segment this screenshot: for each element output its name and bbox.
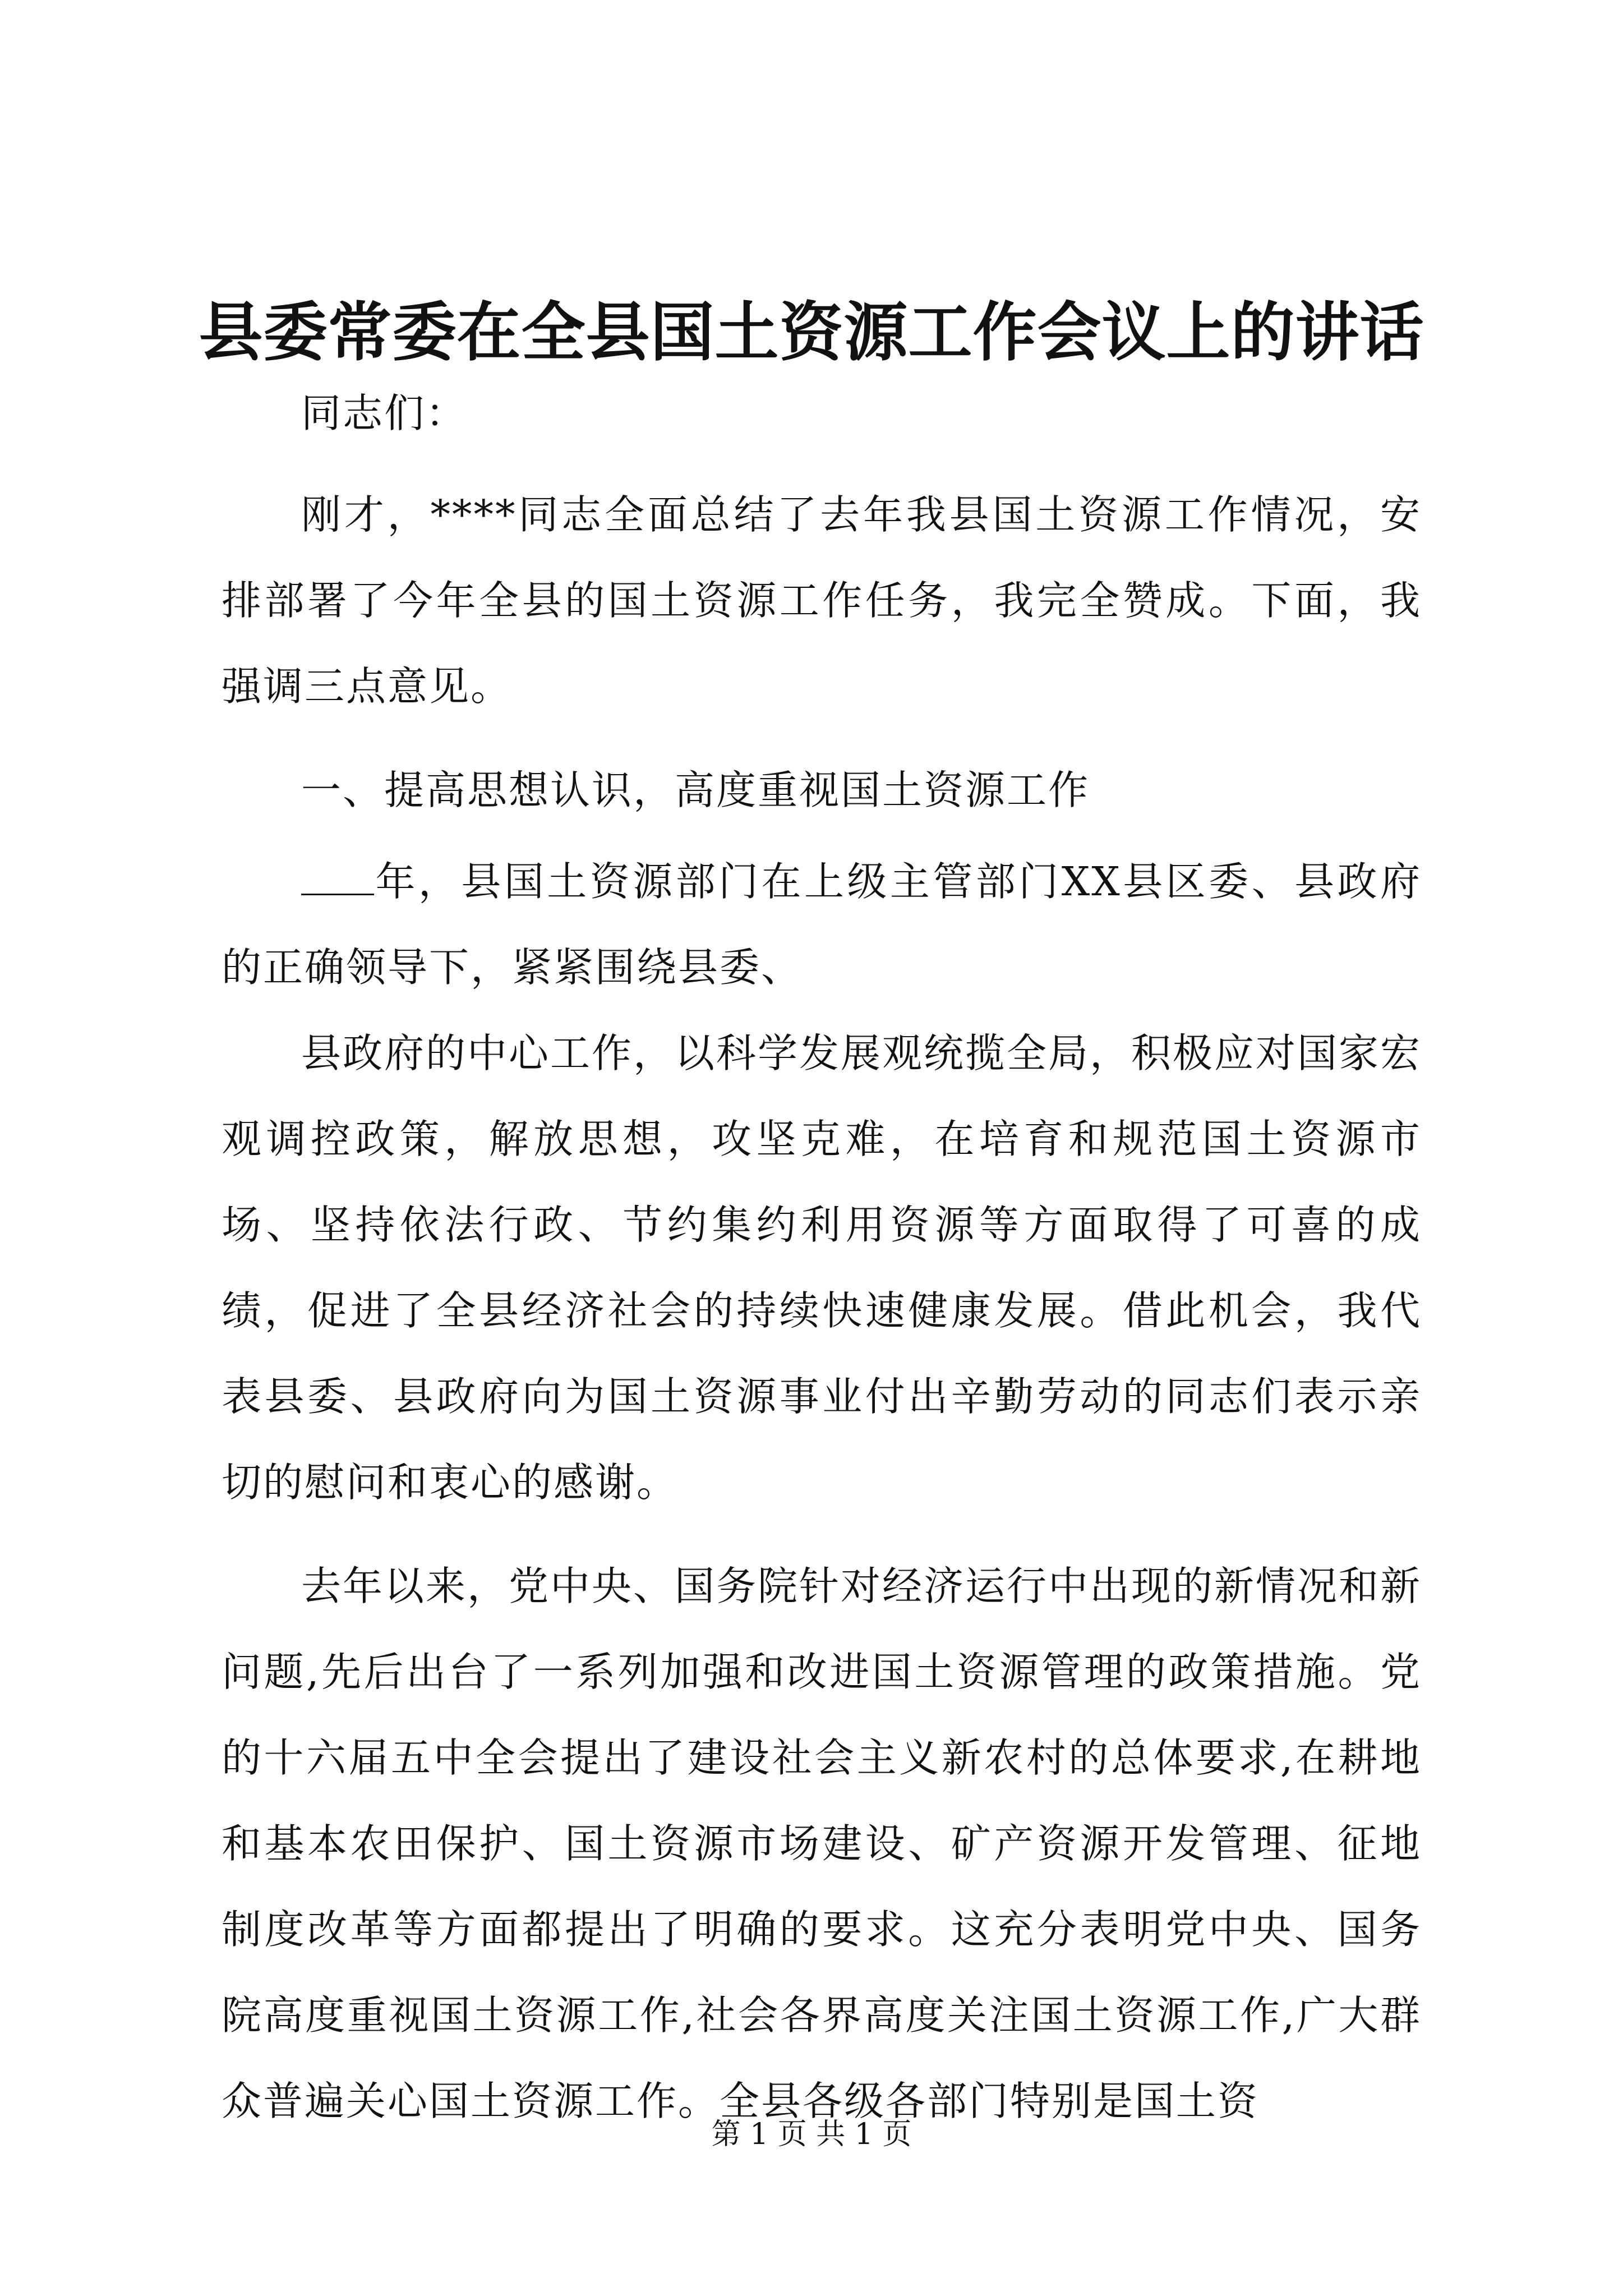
paragraph-year-summary-text: 年，县国土资源部门在上级主管部门XX县区委、县政府的正确领导下，紧紧围绕县委、 bbox=[222, 858, 1422, 991]
paragraph-achievements: 县政府的中心工作，以科学发展观统揽全局，积极应对国家宏观调控政策，解放思想，攻坚克难，在培育和规范国土资源市场、坚持依法行政、节约集约利用资源等方面取得了可喜的成绩，促进了全县经济社会的持续快速健康发展。借此机会，我代表县委、县政府向为国土资源事业付出辛勤劳动的同志们表示亲切的慰问和衷心的感谢。 bbox=[222, 1030, 1422, 1506]
greeting: 同志们： bbox=[301, 390, 468, 436]
section-heading-1: 一、提高思想认识，高度重视国土资源工作 bbox=[301, 767, 1090, 813]
page-footer: 第 1 页 共 1 页 bbox=[711, 2118, 912, 2151]
paragraph-opening: 刚才，****同志全面总结了去年我县国土资源工作情况，安排部署了今年全县的国土资源工作任务，我完全赞成。下面，我强调三点意见。 bbox=[222, 491, 1422, 710]
paragraph-year-summary bbox=[222, 839, 1422, 1010]
document-title: 县委常委在全县国土资源工作会议上的讲话 bbox=[199, 295, 1424, 370]
blank-underline bbox=[301, 858, 374, 895]
document-body bbox=[222, 370, 1422, 2162]
paragraph-policy: 去年以来，党中央、国务院针对经济运行中出现的新情况和新问题,先后出台了一系列加强和改进国土资源管理的政策措施。党的十六届五中全会提出了建设社会主义新农村的总体要求,在耕地和基本农田保护、国土资源市场建设、矿产资源开发管理、征地制度改革等方面都提出了明确的要求。这充分表明党中央、国务院高度重视国土资源工作,社会各界高度关注国土资源工作,广大群众普遍关心国土资源工作。全县各级各部门特别是国土资 bbox=[222, 1563, 1422, 2124]
